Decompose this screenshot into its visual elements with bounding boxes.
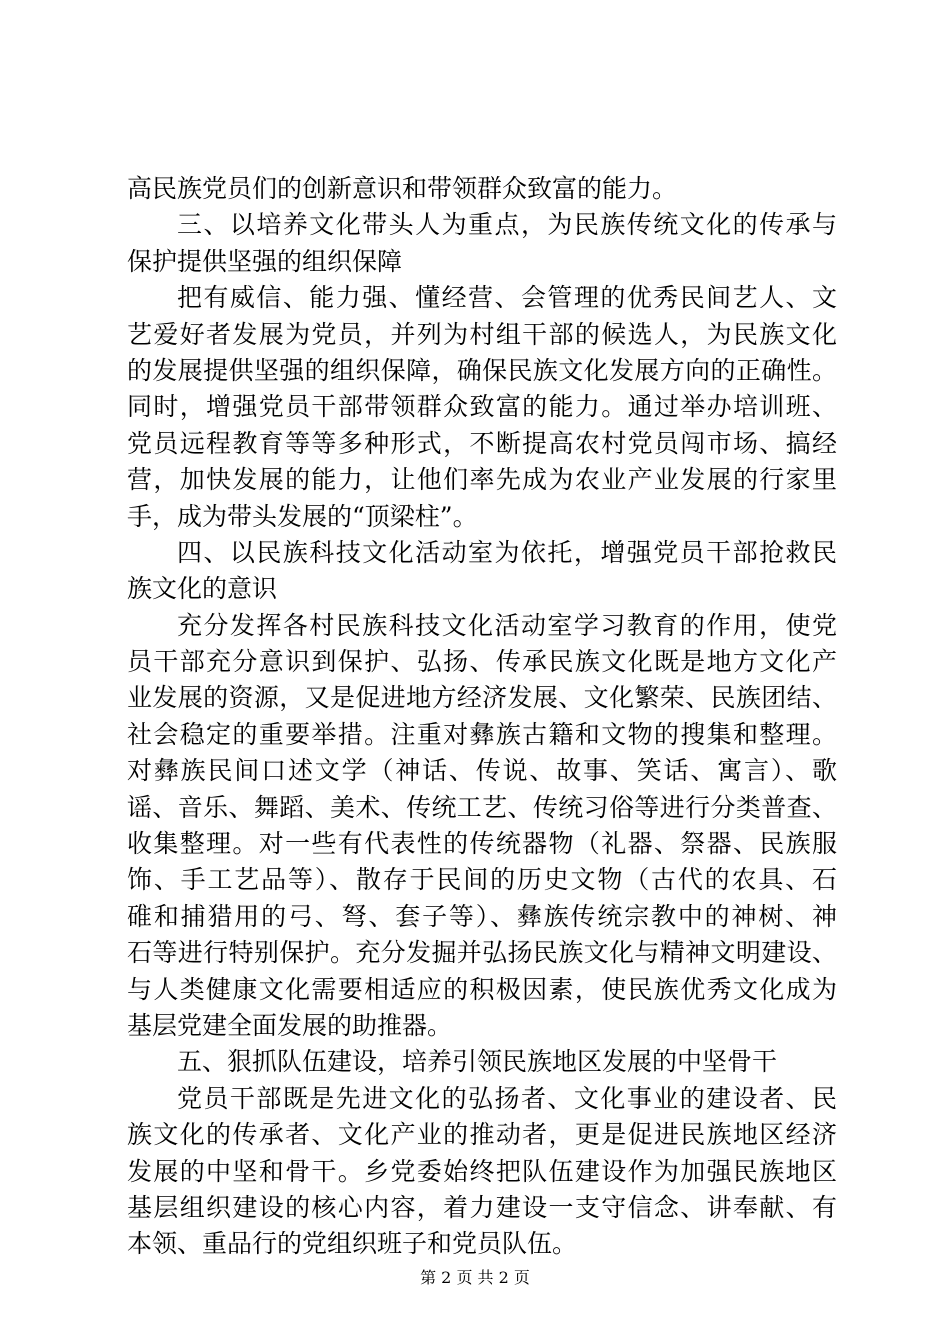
text-line: 员干部充分意识到保护、弘扬、传承民族文化既是地方文化产 <box>127 647 837 677</box>
text-line: 谣、音乐、舞蹈、美术、传统工艺、传统习俗等进行分类普查、 <box>127 792 837 822</box>
text-line: 族文化的意识 <box>127 574 278 604</box>
text-line: 族文化的传承者、文化产业的推动者，更是促进民族地区经济 <box>127 1120 837 1150</box>
text-line: 党员远程教育等等多种形式，不断提高农村党员闯市场、搞经 <box>127 428 837 458</box>
text-line: 石等进行特别保护。充分发掘并弘扬民族文化与精神文明建设、 <box>127 938 837 968</box>
document-body <box>127 171 837 1263</box>
text-line: 同时，增强党员干部带领群众致富的能力。通过举办培训班、 <box>127 392 837 422</box>
text-line: 对彝族民间口述文学（神话、传说、故事、笑话、寓言）、歌 <box>127 756 837 786</box>
text-line: 三、以培养文化带头人为重点，为民族传统文化的传承与 <box>177 210 837 240</box>
text-line: 碓和捕猎用的弓、弩、套子等）、彝族传统宗教中的神树、神 <box>127 901 837 931</box>
text-line: 本领、重品行的党组织班子和党员队伍。 <box>127 1229 578 1259</box>
text-line: 手，成为带头发展的“顶梁柱”。 <box>127 501 478 531</box>
text-line: 饰、手工艺品等）、散存于民间的历史文物（古代的农具、石 <box>127 865 837 895</box>
text-line: 保护提供坚强的组织保障 <box>127 246 403 276</box>
text-line: 收集整理。对一些有代表性的传统器物（礼器、祭器、民族服 <box>127 829 837 859</box>
text-line: 把有威信、能力强、懂经营、会管理的优秀民间艺人、文 <box>177 283 837 313</box>
text-line: 基层组织建设的核心内容，着力建设一支守信念、讲奉献、有 <box>127 1192 837 1222</box>
text-line: 与人类健康文化需要相适应的积极因素，使民族优秀文化成为 <box>127 974 837 1004</box>
text-line: 艺爱好者发展为党员，并列为村组干部的候选人，为民族文化 <box>127 319 837 349</box>
text-line: 充分发挥各村民族科技文化活动室学习教育的作用，使党 <box>177 610 837 640</box>
text-line: 四、以民族科技文化活动室为依托，增强党员干部抢救民 <box>177 537 837 567</box>
text-line: 社会稳定的重要举措。注重对彝族古籍和文物的搜集和整理。 <box>127 719 837 749</box>
text-line: 的发展提供坚强的组织保障，确保民族文化发展方向的正确性。 <box>127 355 837 385</box>
text-line: 发展的中坚和骨干。乡党委始终把队伍建设作为加强民族地区 <box>127 1156 837 1186</box>
text-line: 五、狠抓队伍建设，培养引领民族地区发展的中坚骨干 <box>177 1047 778 1077</box>
text-line: 基层党建全面发展的助推器。 <box>127 1010 453 1040</box>
text-line: 业发展的资源，又是促进地方经济发展、文化繁荣、民族团结、 <box>127 683 837 713</box>
page-footer: 第 2 页 共 2 页 <box>420 1268 530 1287</box>
text-line: 营，加快发展的能力，让他们率先成为农业产业发展的行家里 <box>127 465 837 495</box>
text-line: 高民族党员们的创新意识和带领群众致富的能力。 <box>127 174 678 203</box>
text-line: 党员干部既是先进文化的弘扬者、文化事业的建设者、民 <box>177 1083 837 1113</box>
